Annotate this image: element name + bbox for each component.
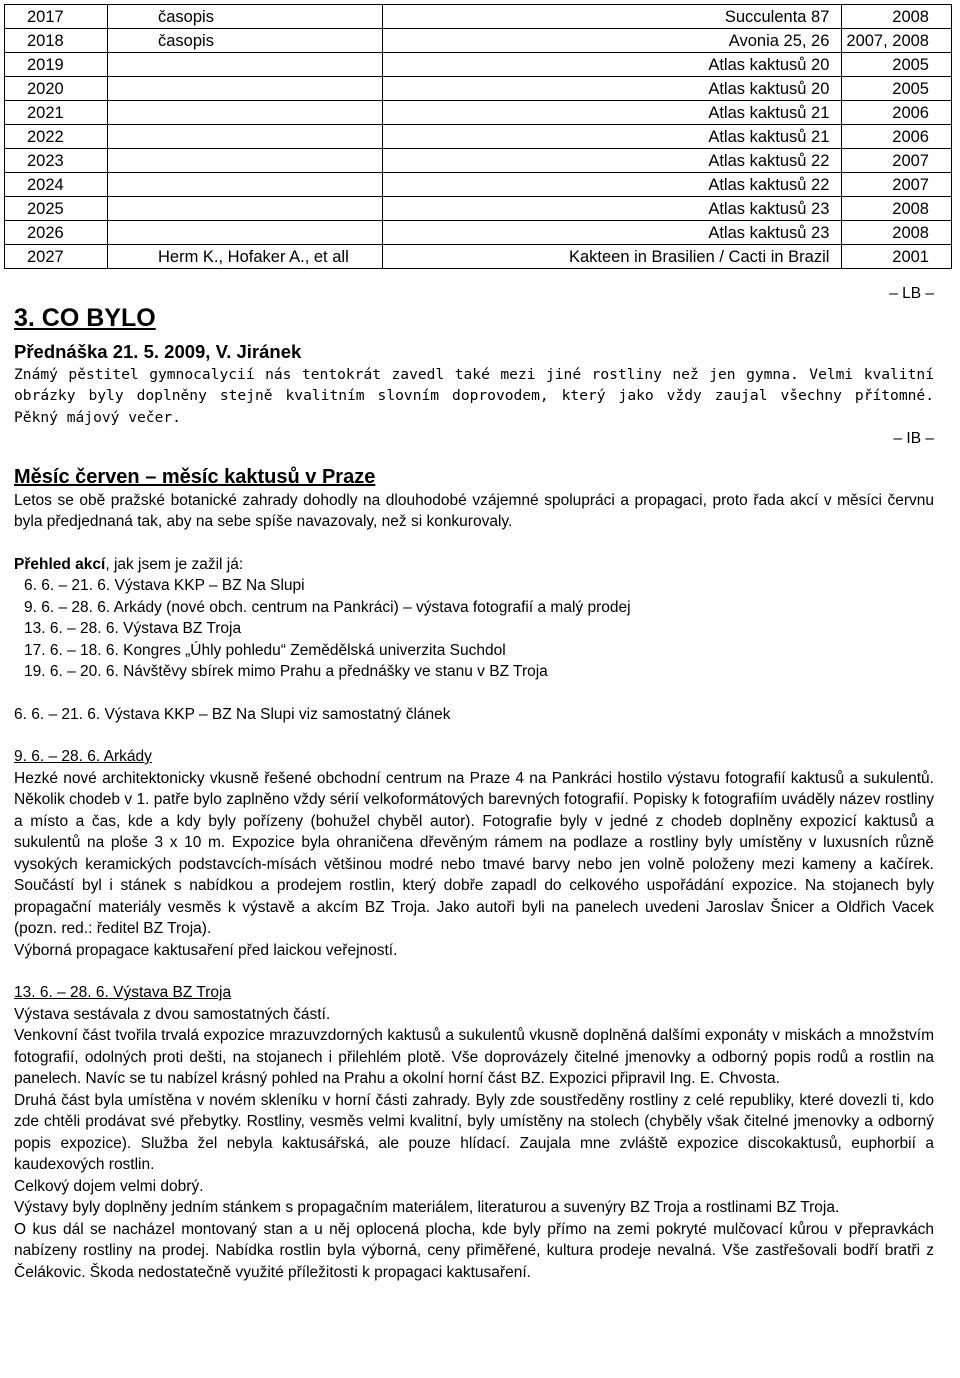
row-year: 2008 bbox=[842, 5, 952, 29]
row-year: 2006 bbox=[842, 125, 952, 149]
row-number: 2027 bbox=[5, 245, 108, 269]
row-number: 2023 bbox=[5, 149, 108, 173]
row-title: Atlas kaktusů 22 bbox=[383, 173, 842, 197]
row-year: 2005 bbox=[842, 77, 952, 101]
row-year: 2008 bbox=[842, 221, 952, 245]
table-row bbox=[5, 53, 952, 77]
row-year: 2005 bbox=[842, 53, 952, 77]
row-number: 2021 bbox=[5, 101, 108, 125]
row-number: 2018 bbox=[5, 29, 108, 53]
troja-heading: 13. 6. – 28. 6. Výstava BZ Troja bbox=[14, 984, 232, 1001]
lecture-text: Známý pěstitel gymnocalycií nás tentokrát zavedl také mezi jiné rostliny než jen gymna. Velmi kvalitní obrázky byly doplněny stejně kvalitním slovním doprovodem, který jako vždy zaujal všechny přítomné. Pěkný májový večer. bbox=[14, 365, 934, 426]
row-year: 2007 bbox=[842, 173, 952, 197]
section-title: 3. CO BYLO bbox=[14, 303, 156, 332]
table-row bbox=[5, 5, 952, 29]
table-row bbox=[5, 197, 952, 221]
row-year: 2001 bbox=[842, 245, 952, 269]
month-title: Měsíc červen – měsíc kaktusů v Praze bbox=[14, 465, 376, 488]
row-title: Succulenta 87 bbox=[383, 5, 842, 29]
troja-text: Druhá část byla umístěna v novém skleníku v horní části zahrady. Byly zde soustředěny rostliny z celé republiky, které dovezli ti, kdo zde chtěli prodávat své přebytky. Rostliny, vesměs velmi kvalitní, byly umístěny na stolech (chyběly však čitelné jmenovky a odborný popis expozice). Služba žel nebyla kaktusářská, ale pouze hlídací. Zaujala mne zvláště expozice discokaktusů, euphorbií a kaudexových rostlin. bbox=[14, 1091, 934, 1173]
row-author bbox=[108, 101, 383, 125]
arkady-text: Hezké nové architektonicky vkusně řešené obchodní centrum na Praze 4 na Pankráci hostilo výstavu fotografií kaktusů a sukulentů. Několik chodeb v 1. patře bylo zaplněno vždy sérií velkoformátových barevných fotografií. Popisky k fotografiím uváděly název rostliny a místo a čas, kde a kdy byly pořízeny (bohužel chyběl autor). Fotografie byly v jedné z chodeb doplněny expozicí kaktusů a sukulentů na ploše 3 x 10 m. Expozice byla ohraničena dřevěným rámem na podlaze a rostliny byly umístěny v luxusních různě vysokých keramických podstavcích-mísách většinou modré nebo tmavé barvy nebo jen volně položeny mezi kameny a kačírek. Součástí byl i stánek s nabídkou a prodejem rostlin, který dobře zapadl do celkového uspořádání expozice. Na stojanech byly propagační materiály vesměs k výstavě a akcím BZ Troja. Jako autoři byli na panelech uvedeni Jaroslav Šnicer a Oldřich Vacek (pozn. red.: ředitel BZ Troja). bbox=[14, 769, 934, 937]
overview-bold: Přehled akcí bbox=[14, 555, 106, 573]
row-author: časopis bbox=[108, 5, 383, 29]
row-author: Herm K., Hofaker A., et all bbox=[108, 245, 383, 269]
row-number: 2025 bbox=[5, 197, 108, 221]
table-row bbox=[5, 101, 952, 125]
row-author bbox=[108, 77, 383, 101]
row-title: Atlas kaktusů 20 bbox=[383, 53, 842, 77]
row-number: 2020 bbox=[5, 77, 108, 101]
kkp-line: 6. 6. – 21. 6. Výstava KKP – BZ Na Slupi viz samostatný článek bbox=[14, 705, 451, 723]
row-author bbox=[108, 53, 383, 77]
row-author bbox=[108, 125, 383, 149]
row-number: 2017 bbox=[5, 5, 108, 29]
signature-lb: – LB – bbox=[889, 285, 934, 302]
row-title: Atlas kaktusů 21 bbox=[383, 101, 842, 125]
row-title: Avonia 25, 26 bbox=[383, 29, 842, 53]
row-title: Kakteen in Brasilien / Cacti in Brazil bbox=[383, 245, 842, 269]
row-title: Atlas kaktusů 22 bbox=[383, 149, 842, 173]
bibliography-table bbox=[4, 4, 952, 269]
troja-text: Venkovní část tvořila trvalá expozice mrazuvzdorných kaktusů a sukulentů vkusně doplněná dalšími exponáty v miskách a množstvím fotografií, odolných proti dešti, na stojanech i přilehlém plotě. Vše doprovázely čitelné jmenovky a odborný popis rodů a rostlin na panelech. Navíc se tu nabízel krásný pohled na Prahu a okolní horní část BZ. Expozici připravil Ing. E. Chvosta. bbox=[14, 1027, 934, 1087]
event-item: 13. 6. – 28. 6. Výstava BZ Troja bbox=[24, 620, 242, 637]
row-year: 2007, 2008 bbox=[842, 29, 952, 53]
troja-text: Výstavy byly doplněny jedním stánkem s propagačním materiálem, literaturou a suvenýry BZ Troja a rostlinami BZ Troja. bbox=[14, 1199, 840, 1216]
table-row bbox=[5, 173, 952, 197]
row-title: Atlas kaktusů 21 bbox=[383, 125, 842, 149]
row-title: Atlas kaktusů 23 bbox=[383, 221, 842, 245]
row-year: 2008 bbox=[842, 197, 952, 221]
arkady-heading: 9. 6. – 28. 6. Arkády bbox=[14, 748, 152, 765]
event-item: 6. 6. – 21. 6. Výstava KKP – BZ Na Slupi bbox=[24, 577, 305, 594]
row-year: 2007 bbox=[842, 149, 952, 173]
table-row bbox=[5, 77, 952, 101]
overview-rest: , jak jsem je zažil já: bbox=[105, 555, 244, 573]
table-row bbox=[5, 149, 952, 173]
event-item: 17. 6. – 18. 6. Kongres „Úhly pohledu“ Zemědělská univerzita Suchdol bbox=[24, 641, 506, 659]
row-number: 2026 bbox=[5, 221, 108, 245]
arkady-text: Výborná propagace kaktusaření před laickou veřejností. bbox=[14, 941, 398, 959]
table-row bbox=[5, 29, 952, 53]
event-list bbox=[14, 575, 934, 683]
row-number: 2022 bbox=[5, 125, 108, 149]
table-row bbox=[5, 221, 952, 245]
row-number: 2024 bbox=[5, 173, 108, 197]
lecture-title: Přednáška 21. 5. 2009, V. Jiránek bbox=[14, 340, 302, 362]
row-number: 2019 bbox=[5, 53, 108, 77]
troja-text: Výstava sestávala z dvou samostatných částí. bbox=[14, 1005, 331, 1023]
row-year: 2006 bbox=[842, 101, 952, 125]
event-item: 19. 6. – 20. 6. Návštěvy sbírek mimo Prahu a přednášky ve stanu v BZ Troja bbox=[24, 663, 548, 680]
overview-line bbox=[14, 554, 934, 576]
month-intro: Letos se obě pražské botanické zahrady dohodly na dlouhodobé vzájemné spolupráci a propagaci, proto řada akcí v měsíci červnu byla předjednaná tak, aby na sebe spíše navazovaly, než si konkurovaly. bbox=[14, 491, 934, 530]
table-row bbox=[5, 245, 952, 269]
row-author bbox=[108, 221, 383, 245]
row-author bbox=[108, 173, 383, 197]
row-author: časopis bbox=[108, 29, 383, 53]
table-row bbox=[5, 125, 952, 149]
event-item: 9. 6. – 28. 6. Arkády (nové obch. centrum na Pankráci) – výstava fotografií a malý prodej bbox=[24, 598, 631, 616]
signature-ib: – IB – bbox=[893, 430, 934, 447]
content bbox=[14, 283, 934, 1283]
troja-text: O kus dál se nacházel montovaný stan a u něj oplocená plocha, kde byly přímo na zemi pokryté mulčovací kůrou v přepravkách nabízeny rostliny na prodej. Nabídka rostlin byla výborná, ceny přiměřené, kultura prodeje nevalná. Vše zastřešovali bodří bratři z Čelákovic. Škoda nedostatečně využité příležitosti k propagaci kaktusaření. bbox=[14, 1220, 934, 1281]
troja-text: Celkový dojem velmi dobrý. bbox=[14, 1177, 204, 1195]
row-title: Atlas kaktusů 20 bbox=[383, 77, 842, 101]
row-author bbox=[108, 197, 383, 221]
row-author bbox=[108, 149, 383, 173]
row-title: Atlas kaktusů 23 bbox=[383, 197, 842, 221]
